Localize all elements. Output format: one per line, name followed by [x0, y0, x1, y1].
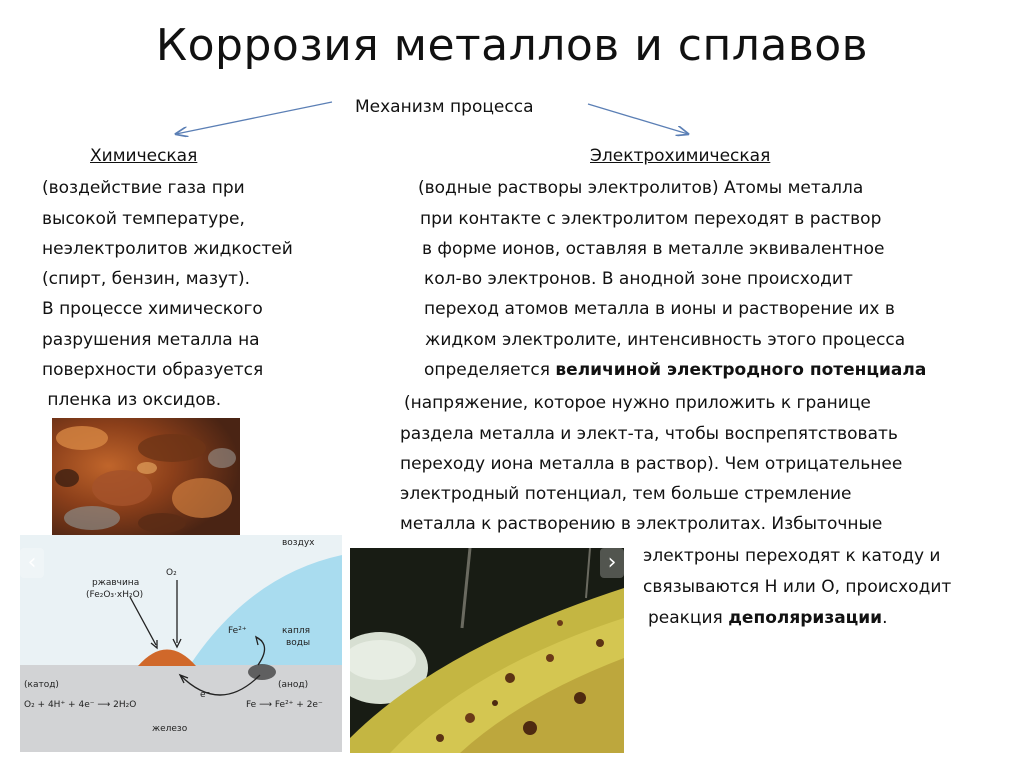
right-line: электроны переходят к катоду и	[643, 546, 941, 566]
right-line: переходу иона металла в раствор). Чем отрицательнее	[400, 454, 903, 474]
iron-label: железо	[152, 724, 188, 734]
reaction-line	[648, 608, 888, 628]
subtitle: Механизм процесса	[355, 97, 534, 117]
right-line: электродный потенциал, тем больше стремление	[400, 484, 852, 504]
left-line: В процессе химического	[42, 299, 263, 319]
potential-term: величиной электродного потенциала	[555, 360, 927, 380]
potential-line	[424, 360, 926, 380]
left-line: поверхности образуется	[42, 360, 264, 380]
slide-title: Коррозия металлов и сплавов	[155, 20, 869, 71]
right-line: связываются Н или О, происходит	[643, 577, 952, 597]
anode-reaction: Fe ⟶ Fe²⁺ + 2e⁻	[246, 700, 323, 710]
arrow-right	[588, 104, 688, 134]
arrow-left	[176, 102, 332, 134]
water-label: воды	[286, 638, 311, 648]
right-line: жидком электролите, интенсивность этого процесса	[425, 330, 906, 350]
left-line: разрушения металла на	[42, 330, 260, 350]
oxygen-label: O₂	[166, 568, 177, 578]
cathode-reaction: O₂ + 4H⁺ + 4e⁻ ⟶ 2H₂O	[24, 700, 137, 710]
rust-label: ржавчина	[92, 578, 140, 588]
right-line: в форме ионов, оставляя в металле эквивалентное	[422, 239, 885, 259]
next-image-button[interactable]: ›	[600, 548, 624, 578]
reaction-prefix: реакция	[648, 608, 729, 628]
right-line: (напряжение, которое нужно приложить к границе	[404, 393, 871, 413]
electrochemical-heading: Электрохимическая	[590, 146, 771, 166]
reaction-suffix: .	[882, 608, 888, 628]
electron-label: e⁻	[200, 690, 211, 700]
right-line: металла к растворению в электролитах. Избыточные	[400, 514, 883, 534]
air-label: воздух	[282, 538, 315, 548]
left-line: пленка из оксидов.	[42, 390, 222, 410]
corroded-tank-photo	[350, 548, 624, 753]
reaction-term: деполяризации	[728, 608, 883, 628]
anode-label: (анод)	[278, 680, 309, 690]
prev-image-button[interactable]: ‹	[20, 548, 44, 578]
left-line: неэлектролитов жидкостей	[42, 239, 293, 259]
left-line: высокой температуре,	[42, 209, 245, 229]
anode-pit	[248, 664, 276, 680]
right-line: при контакте с электролитом переходят в раствор	[420, 209, 882, 229]
drop-label: капля	[282, 626, 311, 636]
right-line: кол-во электронов. В анодной зоне происходит	[424, 269, 853, 289]
chemical-heading: Химическая	[90, 146, 198, 166]
left-line: (спирт, бензин, мазут).	[42, 269, 250, 289]
rust-texture-photo	[52, 418, 240, 538]
right-line: (водные растворы электролитов) Атомы металла	[418, 178, 864, 198]
fe-ion-label: Fe²⁺	[228, 626, 247, 636]
cathode-label: (катод)	[24, 680, 59, 690]
corrosion-diagram	[20, 535, 342, 752]
right-line: переход атомов металла в ионы и растворение их в	[424, 299, 895, 319]
right-line: раздела металла и элект-та, чтобы воспрепятствовать	[400, 424, 898, 444]
left-line: (воздействие газа при	[42, 178, 245, 198]
potential-prefix: определяется	[424, 360, 556, 380]
rust-formula: (Fe₂O₃·xH₂O)	[86, 590, 144, 600]
